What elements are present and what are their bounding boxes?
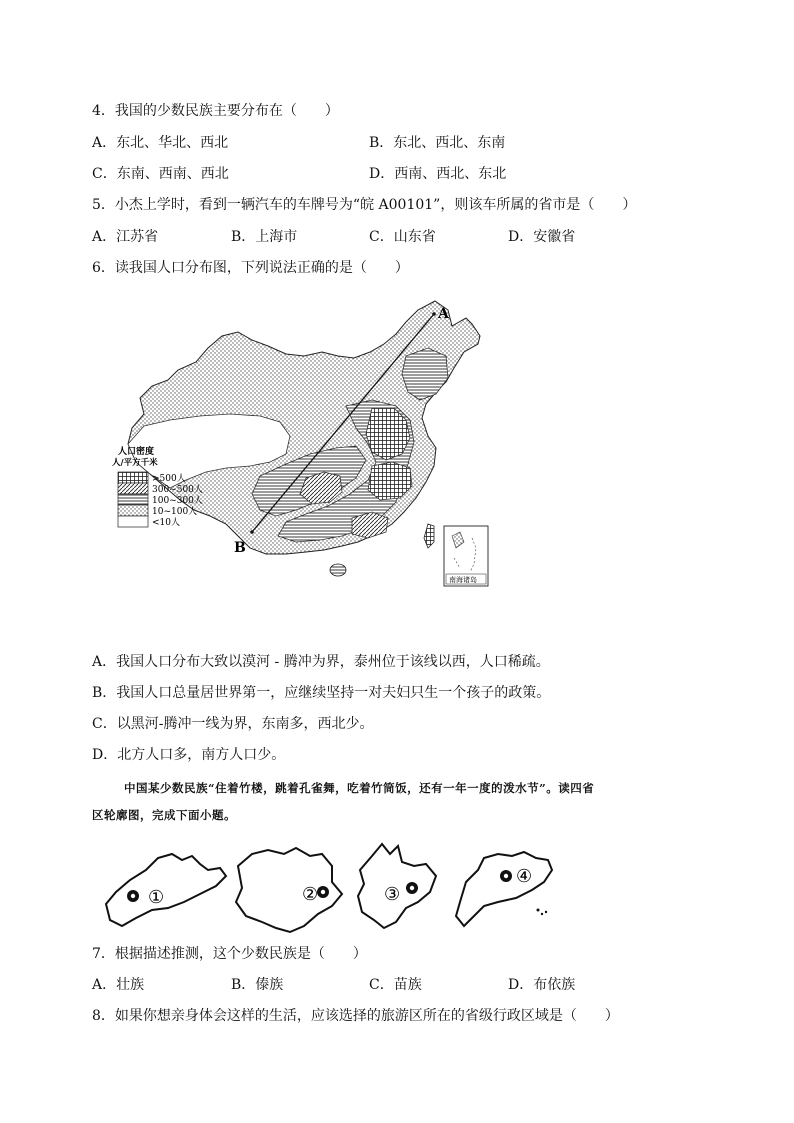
inset-label: 南海诸岛 — [449, 576, 477, 584]
legend-item-1: >500人 — [152, 474, 186, 484]
q5-stem: 5．小杰上学时，看到一辆汽车的车牌号为“皖 A00101”，则该车所属的省市是（ ） — [92, 197, 637, 213]
q6-option-d: D．北方人口多，南方人口少。 — [92, 747, 286, 763]
q4-stem: 4．我国的少数民族主要分布在（ ） — [92, 103, 339, 119]
province-3-label: ③ — [384, 884, 401, 905]
point-b-marker — [250, 530, 254, 534]
northeast-region — [402, 348, 448, 400]
q7-option-a: A．壮族 — [92, 977, 145, 993]
q8-stem: 8．如果你想亲身体会这样的生活，应该选择的旅游区所在的省级行政区域是（ ） — [92, 1008, 619, 1024]
point-a-marker — [432, 312, 436, 316]
q6-option-a: A．我国人口分布大致以漠河 - 腾冲为界，泰州位于该线以西，人口稀疏。 — [92, 654, 550, 670]
legend-title-1: 人口密度 — [118, 447, 155, 457]
q6-option-b: B．我国人口总量居世界第一，应继续坚持一对夫妇只生一个孩子的政策。 — [92, 685, 551, 701]
south-china-sea-inset — [444, 526, 488, 586]
q4-option-c: C．东南、西南、西北 — [92, 166, 229, 182]
q5-option-b: B．上海市 — [231, 229, 298, 245]
q5-option-a: A．江苏省 — [92, 229, 159, 245]
q4-option-a: A．东北、华北、西北 — [92, 135, 229, 151]
q7-stem: 7．根据描述推测，这个少数民族是（ ） — [92, 946, 367, 962]
q5-option-d: D．安徽省 — [508, 229, 576, 245]
legend-item-2: 300~500人 — [152, 485, 203, 495]
q7-option-d: D．布依族 — [508, 977, 576, 993]
taiwan-island — [424, 524, 434, 548]
population-density-map — [110, 296, 500, 592]
province-4-outline — [456, 852, 552, 926]
province-3-outline — [358, 844, 436, 928]
map-point-a: A — [438, 306, 449, 322]
q6-stem: 6．读我国人口分布图，下列说法正确的是（ ） — [92, 260, 409, 276]
province-4-label: ④ — [516, 866, 533, 887]
hainan-island — [330, 564, 346, 576]
province-1-label: ① — [148, 887, 165, 908]
map-point-b: B — [234, 540, 246, 556]
passage-line-2: 区轮廓图，完成下面小题。 — [92, 808, 236, 822]
legend-item-5: <10人 — [152, 518, 180, 528]
province-2-label: ② — [302, 884, 319, 905]
legend-item-3: 100~300人 — [152, 496, 203, 506]
province-2-outline — [236, 848, 342, 932]
province-1-outline — [106, 854, 226, 926]
legend-item-4: 10~100人 — [152, 507, 198, 517]
q4-option-d: D．西南、西北、东北 — [369, 166, 507, 182]
q7-option-c: C．苗族 — [369, 977, 422, 993]
q7-option-b: B．傣族 — [231, 977, 284, 993]
q6-option-c: C．以黑河-腾冲一线为界，东南多，西北少。 — [92, 716, 374, 732]
passage-line-1: 中国某少数民族“住着竹楼，跳着孔雀舞，吃着竹筒饭，还有一年一度的泼水节”。读四省 — [124, 781, 595, 795]
province-outlines — [96, 836, 566, 936]
q5-option-c: C．山东省 — [369, 229, 436, 245]
q4-option-b: B．东北、西北、东南 — [369, 135, 506, 151]
legend-title-2: 人/平方千米 — [112, 458, 158, 468]
